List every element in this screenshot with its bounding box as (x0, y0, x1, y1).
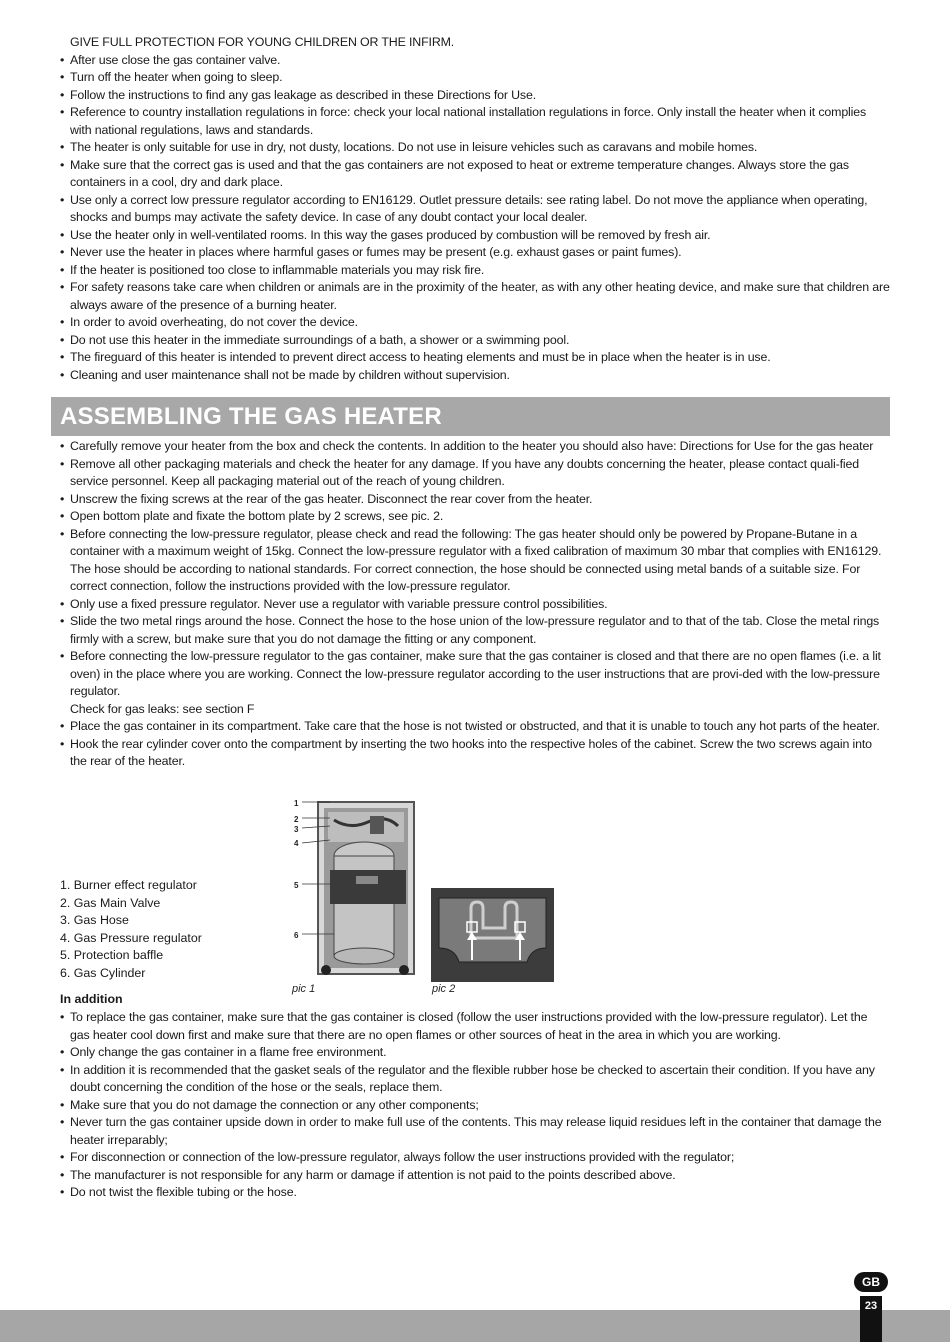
list-item: • Make sure that you do not damage the connection or any other components; (60, 1097, 890, 1115)
callout-label: 4 (294, 839, 299, 848)
list-item: • Hook the rear cylinder cover onto the compartment by inserting the two hooks into the respective holes of the cabinet. Screw the two screws again into the rear of the heater. (60, 736, 890, 771)
list-item: • For safety reasons take care when children or animals are in the proximity of the heater, as with any other heating device, and make sure that children are always aware of the presence of a burning heater. (60, 279, 890, 314)
safety-list (60, 52, 890, 385)
callout-label: 6 (294, 931, 299, 940)
list-item-text: Before connecting the low-pressure regulator to the gas container, make sure that the gas container is closed and that there are no open flames (i.e. a lit oven) in the place where you are working. Connect the low-pressure regulator according to the user instructions that are provi-ded with the low-pressure regulator. (70, 649, 881, 698)
section-title: ASSEMBLING THE GAS HEATER (60, 403, 442, 430)
list-item: • Never turn the gas container upside down in order to make full use of the contents. This may release liquid residues left in the container that damage the heater irreparably; (60, 1114, 890, 1149)
list-item: • Place the gas container in its compartment. Take care that the hose is not twisted or obstructed, and that it is unable to touch any hot parts of the heater. (60, 718, 890, 736)
list-item: • Do not twist the flexible tubing or the hose. (60, 1184, 890, 1202)
footer-bar (0, 1310, 950, 1342)
list-item: • Do not use this heater in the immediate surroundings of a bath, a shower or a swimming pool. (60, 332, 890, 350)
callout-label: 5 (294, 881, 299, 890)
parts-legend (60, 877, 202, 982)
legend-item: 6. Gas Cylinder (60, 965, 146, 980)
list-item: • Follow the instructions to find any gas leakage as described in these Directions for Use. (60, 87, 890, 105)
leak-check-note: Check for gas leaks: see section F (70, 701, 255, 716)
section-header-bar (51, 397, 890, 436)
list-item: • Use the heater only in well-ventilated rooms. In this way the gases produced by combustion will be removed by fresh air. (60, 227, 890, 245)
list-item: • The manufacturer is not responsible for any harm or damage if attention is not paid to the points described above. (60, 1167, 890, 1185)
list-item: • For disconnection or connection of the low-pressure regulator, always follow the user instructions provided with the regulator; (60, 1149, 890, 1167)
legend-item: 3. Gas Hose (60, 913, 129, 927)
in-addition-heading: In addition (60, 992, 123, 1006)
callout-label: 3 (294, 825, 299, 834)
list-item: • The heater is only suitable for use in dry, not dusty, locations. Do not use in leisure vehicles such as caravans and mobile homes. (60, 139, 890, 157)
bottom-plate-diagram (431, 888, 554, 982)
assembly-section (60, 438, 890, 771)
safety-intro: GIVE FULL PROTECTION FOR YOUNG CHILDREN OR THE INFIRM. (70, 35, 455, 49)
list-item: • Make sure that the correct gas is used and that the gas containers are not exposed to heat or extreme temperature changes. Always store the gas containers in a cool, dry and dark place. (60, 157, 890, 192)
list-item: • In addition it is recommended that the gasket seals of the regulator and the flexible rubber hose be checked to ascertain their condition. If you have any doubt concerning the condition of the hose or the seals, replace them. (60, 1062, 890, 1097)
callout-label: 2 (294, 815, 299, 824)
list-item: • Before connecting the low-pressure regulator, please check and read the following: The gas heater should only be powered by Propane-Butane in a container with a maximum weight of 15kg. Connect the low-pressure regulator with a fixed calibration of maximum 30 mbar that complies with EN16129. The hose should be according to national standards. For correct connection, the hose should be connected using metal bands of a suitable size. For correct connection, follow the instructions provided with the low-pressure regulator. (60, 526, 890, 596)
assembly-list (60, 438, 890, 771)
list-item: • Carefully remove your heater from the box and check the contents. In addition to the heater you should also have: Directions for Use for the gas heater (60, 438, 890, 456)
safety-section (60, 34, 890, 384)
list-item: • Only change the gas container in a flame free environment. (60, 1044, 890, 1062)
legend-item: 2. Gas Main Valve (60, 895, 161, 910)
list-item: • Reference to country installation regulations in force: check your local national installation regulations in force. Only install the heater when it complies with national regulations, laws and standards. (60, 104, 890, 139)
list-item: • Open bottom plate and fixate the bottom plate by 2 screws, see pic. 2. (60, 508, 890, 526)
legend-item: 1. Burner effect regulator (60, 878, 197, 892)
list-item: • In order to avoid overheating, do not cover the device. (60, 314, 890, 332)
legend-item: 5. Protection baffle (60, 948, 164, 962)
heater-cylinder-diagram (290, 796, 420, 980)
language-badge: GB (854, 1272, 888, 1292)
list-item: • Only use a fixed pressure regulator. Never use a regulator with variable pressure control possibilities. (60, 596, 890, 614)
list-item (60, 648, 890, 718)
list-item: • Never use the heater in places where harmful gases or fumes may be present (e.g. exhaust gases or paint fumes). (60, 244, 890, 262)
pic1-caption: pic 1 (292, 983, 316, 995)
addition-section (60, 1009, 890, 1202)
callout-label: 1 (294, 799, 299, 808)
list-item: • Cleaning and user maintenance shall not be made by children without supervision. (60, 367, 890, 385)
list-item: • Turn off the heater when going to sleep. (60, 69, 890, 87)
list-item: • Use only a correct low pressure regulator according to EN16129. Outlet pressure details: see rating label. Do not move the appliance when operating, shocks and bumps may activate the safety device. In case of any doubt contact your local dealer. (60, 192, 890, 227)
list-item: • Unscrew the fixing screws at the rear of the gas heater. Disconnect the rear cover from the heater. (60, 491, 890, 509)
list-item: • The fireguard of this heater is intended to prevent direct access to heating elements and must be in place when the heater is in use. (60, 349, 890, 367)
addition-list (60, 1009, 890, 1202)
page-number: 23 (864, 1300, 878, 1312)
list-item: • After use close the gas container valve. (60, 52, 890, 70)
pic2-caption: pic 2 (432, 983, 456, 995)
list-item: • If the heater is positioned too close to inflammable materials you may risk fire. (60, 262, 890, 280)
list-item: • To replace the gas container, make sure that the gas container is closed (follow the user instructions provided with the low-pressure regulator). Let the gas heater cool down first and make sure that there are no open flames or other sources of heat in the area in which you are working. (60, 1009, 890, 1044)
legend-item: 4. Gas Pressure regulator (60, 930, 202, 945)
list-item: • Slide the two metal rings around the hose. Connect the hose to the hose union of the low-pressure regulator and to that of the tab. Close the metal rings firmly with a screw, but make sure that you do not damage the fitting or any component. (60, 613, 890, 648)
page-number-tab (860, 1296, 882, 1342)
list-item: • Remove all other packaging materials and check the heater for any damage. If you have any doubts concerning the heater, please contact quali-fied service personnel. Keep all packaging material out of the reach of young children. (60, 456, 890, 491)
